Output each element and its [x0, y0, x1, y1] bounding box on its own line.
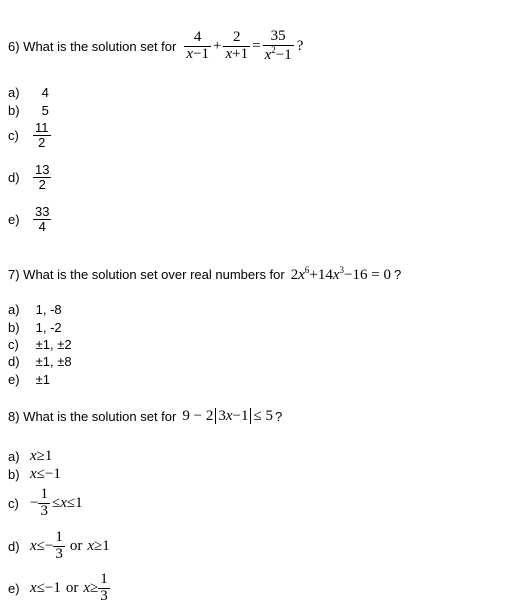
q8-option-c: c) − $\frac{1}{3}$ ≤ x ≤1 [8, 486, 83, 519]
q7-option-e: e) ±1 [8, 372, 50, 387]
question-7-equation: $2x^6+14x^3-16 = 0$ [290, 264, 391, 283]
question-6 [8, 26, 303, 66]
q7-option-a: a) 1, -8 [8, 302, 62, 317]
fraction-4-over-x-minus-1: $\frac{4}{x-1}$ [186, 28, 209, 62]
q6-option-a: a) 4 [8, 85, 49, 100]
question-7-prompt: 7) What is the solution set over real numbers for [8, 266, 285, 282]
question-6-equation: $\frac{4}{x-1}$ + $\frac{2}{x+1}$ = $\frac{35}{x^2-1}$ ? [186, 27, 304, 63]
fraction-35-over-x2-minus-1: $\frac{35}{x^2-1}$ [264, 27, 292, 63]
question-8: 8) What is the solution set for 9 − 2 3x−1 ≤ 5 ? [8, 407, 283, 424]
fraction-13-over-2: $\frac{13}{2}$ [35, 162, 50, 192]
q8-option-d: d) x ≤− $\frac{1}{3}$ or x ≥1 [8, 529, 110, 562]
q8-option-b: b) x≤−1 [8, 466, 61, 482]
q7-option-c: c) ±1, ±2 [8, 337, 72, 352]
fraction-33-over-4: $\frac{33}{4}$ [35, 204, 50, 234]
fraction-1-over-3: $\frac{1}{3}$ [100, 571, 108, 604]
absolute-value-bar-right [250, 408, 251, 424]
q7-option-d: d) ±1, ±8 [8, 354, 72, 369]
fraction-1-over-3: $\frac{1}{3}$ [55, 529, 63, 562]
question-7: 7) What is the solution set over real numbers for $2x^6+14x^3-16 = 0$ ? [8, 264, 402, 283]
q6-option-e: e) $\frac{33}{4}$ [8, 204, 50, 234]
q6-option-c: c) $\frac{11}{2}$ [8, 120, 49, 150]
q7-option-b: b) 1, -2 [8, 320, 62, 335]
fraction-2-over-x-plus-1: $\frac{2}{x+1}$ [225, 28, 249, 62]
fraction-1-over-3: $\frac{1}{3}$ [40, 486, 48, 519]
q6-option-b: b) 5 [8, 103, 49, 118]
question-8-prompt: 8) What is the solution set for [8, 408, 177, 424]
question-8-inequality: 9 − 2 3x−1 ≤ 5 [182, 407, 273, 424]
q8-option-a: a) x≥1 [8, 448, 53, 464]
q8-option-e: e) x ≤−1 or x ≥ $\frac{1}{3}$ [8, 571, 108, 604]
absolute-value-bar-left: 3x−1 [215, 408, 248, 424]
question-6-prompt: 6) What is the solution set for [8, 38, 177, 54]
q6-option-d: d) $\frac{13}{2}$ [8, 162, 50, 192]
fraction-11-over-2: $\frac{11}{2}$ [35, 120, 49, 150]
